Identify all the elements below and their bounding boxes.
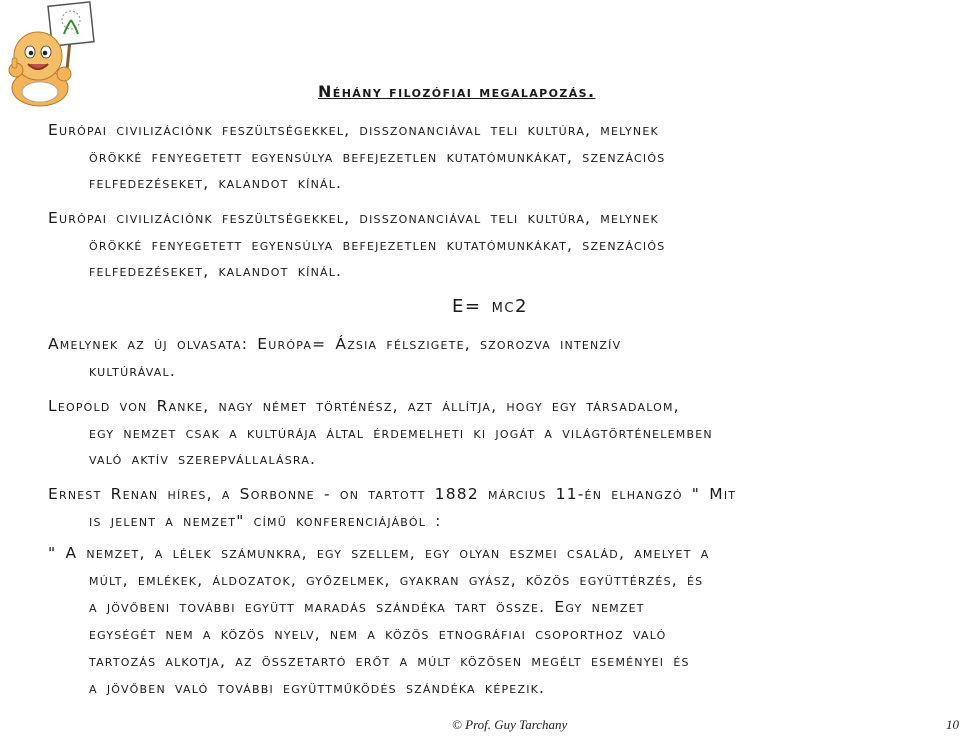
footer-credit: © Prof. Guy Tarchany <box>452 717 568 732</box>
text-line: a jövőben való további együttműködés szándéka képezik. <box>89 679 546 697</box>
text-line: " A nemzet, a lélek számunkra, egy szellem, egy olyan eszmei család, amelyet a <box>48 544 710 562</box>
text-line: Ernest Renan híres, a Sorbonne - on tartott 1882 március 11-én elhangzó " Mit <box>48 485 737 503</box>
page-title: Néhány filozófiai megalapozás. <box>318 82 596 101</box>
text-line: örökké fenyegetett egyensúlya befejezetlen kutatómunkákat, szenzációs <box>89 148 666 166</box>
text-line: kultúrával. <box>89 362 176 380</box>
text-line: múlt, emlékek, áldozatok, győzelmek, gyakran gyász, közös együttérzés, és <box>89 571 704 589</box>
text-line: való aktív szerepvállalásra. <box>89 450 317 468</box>
text-line: felfedezéseket, kalandot kínál. <box>89 174 343 192</box>
baby-holding-sign-icon <box>0 0 112 112</box>
text-line: a jövőbeni további együtt maradás szándéka tart össze. Egy nemzet <box>89 598 645 616</box>
page-number: 10 <box>946 717 959 732</box>
text-line: egy nemzet csak a kultúrája által érdemelheti ki jogát a világtörténelemben <box>89 424 713 442</box>
text-line: Európai civilizációnk feszültségekkel, disszonanciával teli kultúra, melynek <box>48 121 659 139</box>
text-line: tartozás alkotja, az összetartó erőt a múlt közösen megélt eseményei és <box>89 652 690 670</box>
text-line: Leopold von Ranke, nagy német történész, azt állítja, hogy egy társadalom, <box>48 397 680 415</box>
text-line: egységét nem a közös nyelv, nem a közös etnográfiai csoporthoz való <box>89 625 667 643</box>
text-line: is jelent a nemzet" című konferenciájából : <box>89 512 442 530</box>
text-line: Amelynek az új olvasata: Európa= Ázsia félszigete, szorozva intenzív <box>48 335 622 353</box>
text-line: Európai civilizációnk feszültségekkel, disszonanciával teli kultúra, melynek <box>48 209 659 227</box>
formula: E= mc2 <box>452 296 528 317</box>
text-line: örökké fenyegetett egyensúlya befejezetlen kutatómunkákat, szenzációs <box>89 236 666 254</box>
text-line: felfedezéseket, kalandot kínál. <box>89 262 343 280</box>
